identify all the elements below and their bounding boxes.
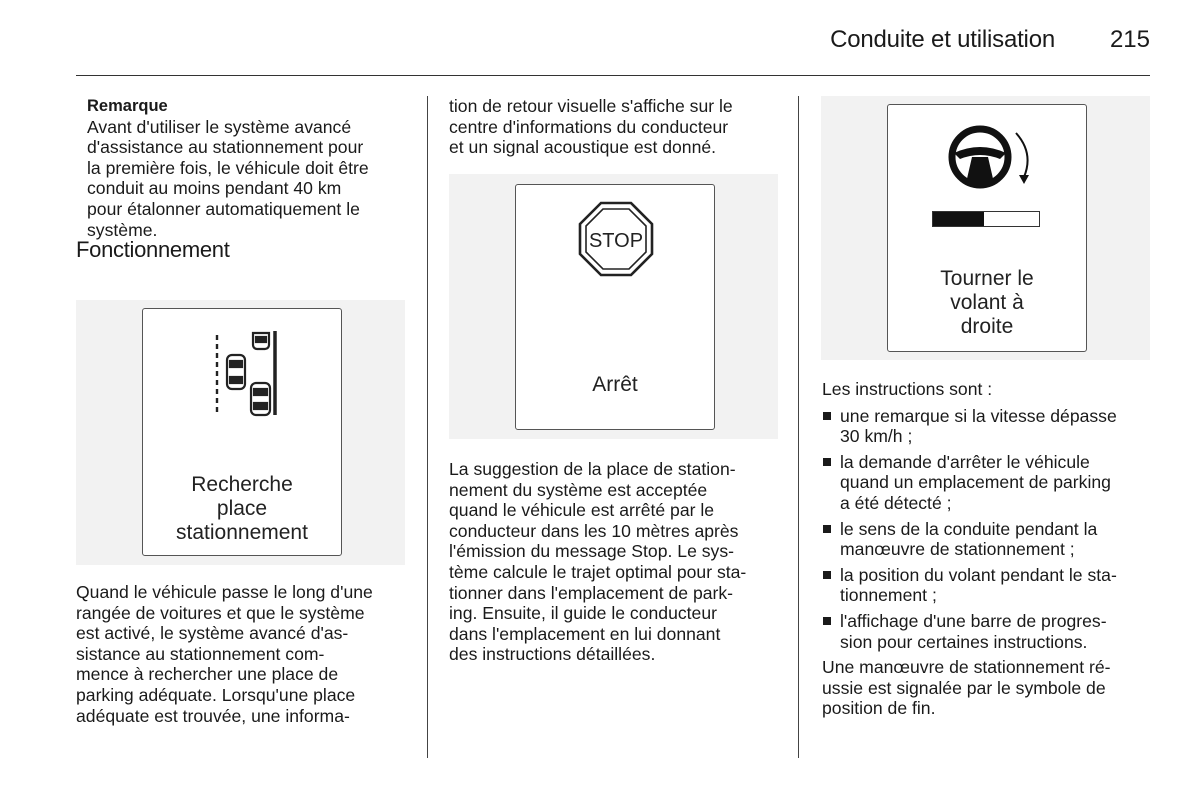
figure-steering bbox=[821, 96, 1150, 360]
panel-label bbox=[888, 267, 1086, 339]
parking-search-icon bbox=[143, 309, 343, 429]
body-line: mence à rechercher une place de bbox=[76, 664, 339, 685]
list-item bbox=[822, 452, 1157, 514]
panel-label-line: volant à bbox=[950, 291, 1024, 314]
body-line: ing. Ensuite, il guide le conducteur bbox=[449, 603, 717, 624]
header-divider bbox=[76, 75, 1150, 76]
panel-label-line: Recherche bbox=[191, 473, 293, 496]
bullet-icon bbox=[823, 571, 831, 579]
list-item-line: une remarque si la vitesse dépasse bbox=[840, 405, 1117, 426]
bullet-icon bbox=[823, 525, 831, 533]
list-item-line: la demande d'arrêter le véhicule bbox=[840, 451, 1090, 472]
body-line: tionner dans l'emplacement de park- bbox=[449, 582, 734, 603]
bullet-icon bbox=[823, 412, 831, 420]
display-panel bbox=[142, 308, 342, 556]
progress-bar bbox=[932, 211, 1040, 227]
progress-bar-fill bbox=[933, 212, 984, 226]
bullet-icon bbox=[823, 458, 831, 466]
page-number: 215 bbox=[1109, 26, 1150, 53]
note-title: Remarque bbox=[87, 97, 168, 115]
section-title: Fonctionnement bbox=[76, 237, 230, 263]
panel-label-line: stationnement bbox=[176, 521, 308, 544]
list-item bbox=[822, 565, 1157, 606]
body-line: Quand le véhicule passe le long d'une bbox=[76, 582, 373, 602]
figure-parking-search bbox=[76, 300, 405, 565]
body-line: nement du système est acceptée bbox=[449, 479, 708, 500]
body-line: tème calcule le trajet optimal pour sta- bbox=[449, 561, 747, 582]
note-line: pour étalonner automatiquement le bbox=[87, 198, 360, 219]
note-line: conduit au moins pendant 40 km bbox=[87, 178, 342, 199]
panel-label-line: droite bbox=[960, 315, 1014, 338]
list-intro: Les instructions sont : bbox=[822, 379, 993, 399]
page-header-title: Conduite et utilisation bbox=[830, 26, 1055, 53]
column-2-intro bbox=[449, 96, 784, 158]
body-line: quand le véhicule est arrêté par le bbox=[449, 500, 715, 521]
list-item bbox=[822, 611, 1157, 652]
instruction-list bbox=[822, 406, 1157, 653]
panel-label-line: place bbox=[216, 497, 268, 520]
note-line: Avant d'utiliser le système avancé bbox=[87, 116, 352, 137]
body-line: adéquate est trouvée, une informa- bbox=[76, 705, 350, 726]
body-line: conducteur dans les 10 mètres après bbox=[449, 520, 739, 541]
display-panel bbox=[887, 104, 1087, 352]
body-line: et un signal acoustique est donné. bbox=[449, 137, 717, 158]
stop-sign-icon bbox=[516, 185, 716, 295]
body-line: parking adéquate. Lorsqu'une place bbox=[76, 684, 356, 705]
body-line: ussie est signalée par le symbole de bbox=[822, 677, 1106, 698]
body-line: dans l'emplacement en lui donnant bbox=[449, 623, 721, 644]
list-item bbox=[822, 519, 1157, 560]
column-1 bbox=[76, 96, 411, 261]
list-item-line: manœuvre de stationnement ; bbox=[840, 539, 1075, 560]
closing-paragraph bbox=[822, 657, 1157, 719]
column-divider-2 bbox=[798, 96, 799, 758]
note-block bbox=[76, 96, 411, 240]
column-2-body bbox=[449, 459, 784, 665]
note-line: d'assistance au stationnement pour bbox=[87, 137, 364, 158]
panel-label-line: Tourner le bbox=[940, 267, 1034, 290]
list-item-line: 30 km/h ; bbox=[840, 426, 913, 447]
stop-sign-text: STOP bbox=[588, 230, 644, 252]
list-item-line: l'affichage d'une barre de progres- bbox=[840, 610, 1107, 631]
body-line: rangée de voitures et que le système bbox=[76, 602, 365, 623]
body-line: sistance au stationnement com- bbox=[76, 643, 325, 664]
note-line: la première fois, le véhicule doit être bbox=[87, 157, 369, 178]
list-item-line: la position du volant pendant le sta- bbox=[840, 564, 1117, 585]
list-item-line: sion pour certaines instructions. bbox=[840, 631, 1088, 652]
figure-stop bbox=[449, 174, 778, 439]
column-divider-1 bbox=[427, 96, 428, 758]
list-item bbox=[822, 406, 1157, 447]
body-line: Une manœuvre de stationnement ré- bbox=[822, 657, 1111, 678]
display-panel bbox=[515, 184, 715, 430]
body-line: centre d'informations du conducteur bbox=[449, 116, 729, 137]
body-line: La suggestion de la place de station- bbox=[449, 459, 736, 479]
body-line: est activé, le système avancé d'as- bbox=[76, 623, 349, 644]
bullet-icon bbox=[823, 617, 831, 625]
body-line: l'émission du message Stop. Le sys- bbox=[449, 541, 734, 562]
list-item-line: a été détecté ; bbox=[840, 492, 952, 513]
steering-wheel-right-icon bbox=[888, 105, 1088, 195]
note-line: système. bbox=[87, 219, 158, 240]
column-1-body bbox=[76, 582, 411, 726]
list-item-line: tionnement ; bbox=[840, 585, 937, 606]
list-item-line: le sens de la conduite pendant la bbox=[840, 518, 1098, 539]
panel-label: Arrêt bbox=[592, 373, 638, 396]
column-3-body bbox=[822, 379, 1157, 719]
body-line: tion de retour visuelle s'affiche sur le bbox=[449, 96, 733, 116]
list-item-line: quand un emplacement de parking bbox=[840, 472, 1111, 493]
panel-label bbox=[143, 473, 341, 545]
body-line: position de fin. bbox=[822, 698, 936, 719]
body-line: des instructions détaillées. bbox=[449, 644, 656, 665]
